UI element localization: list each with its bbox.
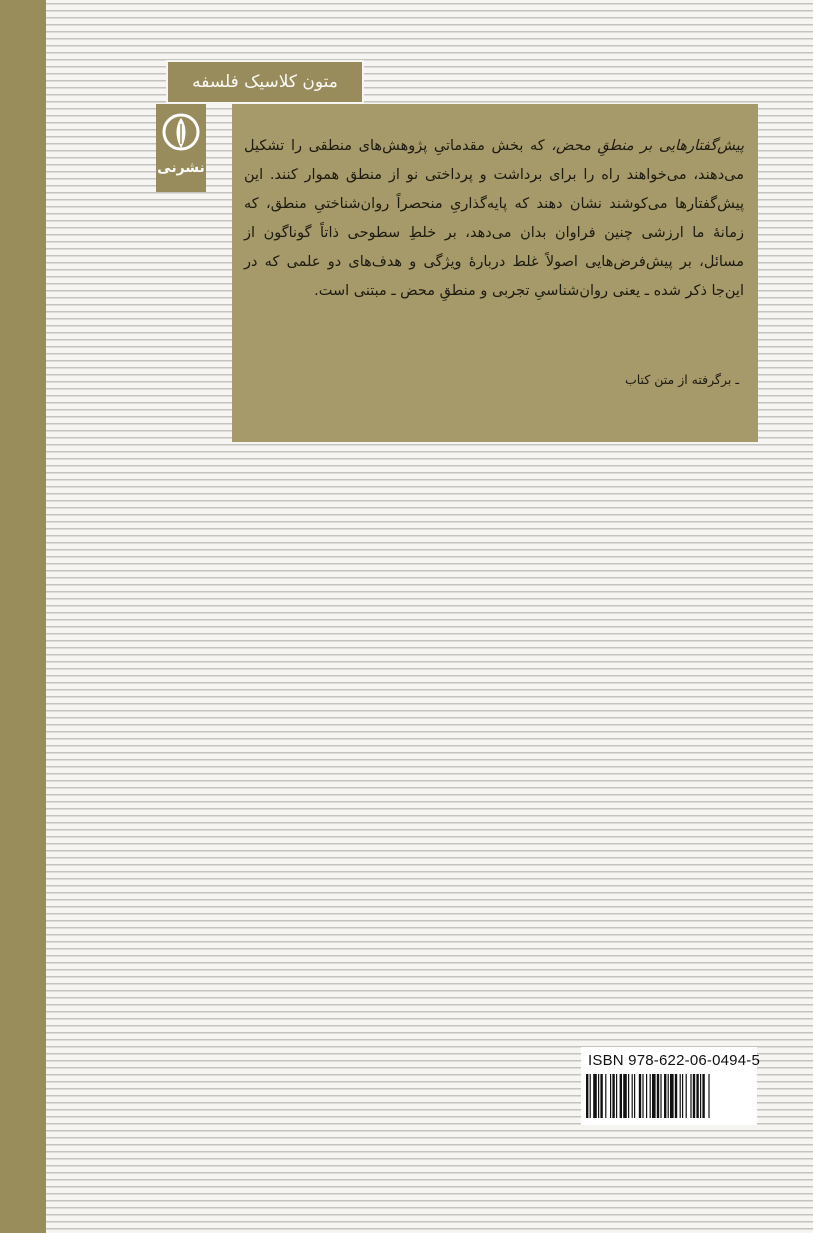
blurb-book-title: پیش‌گفتارهایی بر منطقِ محض،	[551, 138, 744, 154]
blurb-paragraph	[244, 132, 744, 306]
publisher-logo	[156, 104, 206, 192]
blurb-body: که بخش مقدماتیِ پژوهش‌های منطقی را تشکیل می‌دهند، می‌خواهند راه را برای برداشت و پرداختی نو از منطق هموار کنند. این پیش‌گفتارها می‌کوشند نشان دهند که پایه‌گذاریِ منحصراً روان‌شناختیِ منطق، که زمانهٔ ما ارزشی چنین فراوان بدان می‌دهد، بر خلطِ سطوحی ذاتاً گوناگون از مسائل، بر پیش‌فرض‌هایی اصولاً غلط دربارهٔ ویژگی و هدف‌های دو علمی که در این‌جا ذکر شده ـ یعنی روان‌شناسیِ تجربی و منطقِ محض ـ مبتنی است.	[244, 138, 744, 299]
publisher-name: نشرنی	[157, 160, 205, 176]
cover-spine-strip	[0, 0, 46, 1233]
blurb-box	[232, 104, 758, 442]
isbn-box	[581, 1047, 761, 1125]
series-title-bar	[166, 60, 364, 104]
isbn-label: ISBN 978-622-06-0494-5	[588, 1052, 761, 1069]
barcode	[586, 1074, 752, 1118]
reed-leaf-icon	[161, 110, 201, 158]
blurb-source: ـ برگرفته از متن کتاب	[624, 372, 739, 387]
series-title: متون کلاسیک فلسفه	[192, 72, 338, 92]
